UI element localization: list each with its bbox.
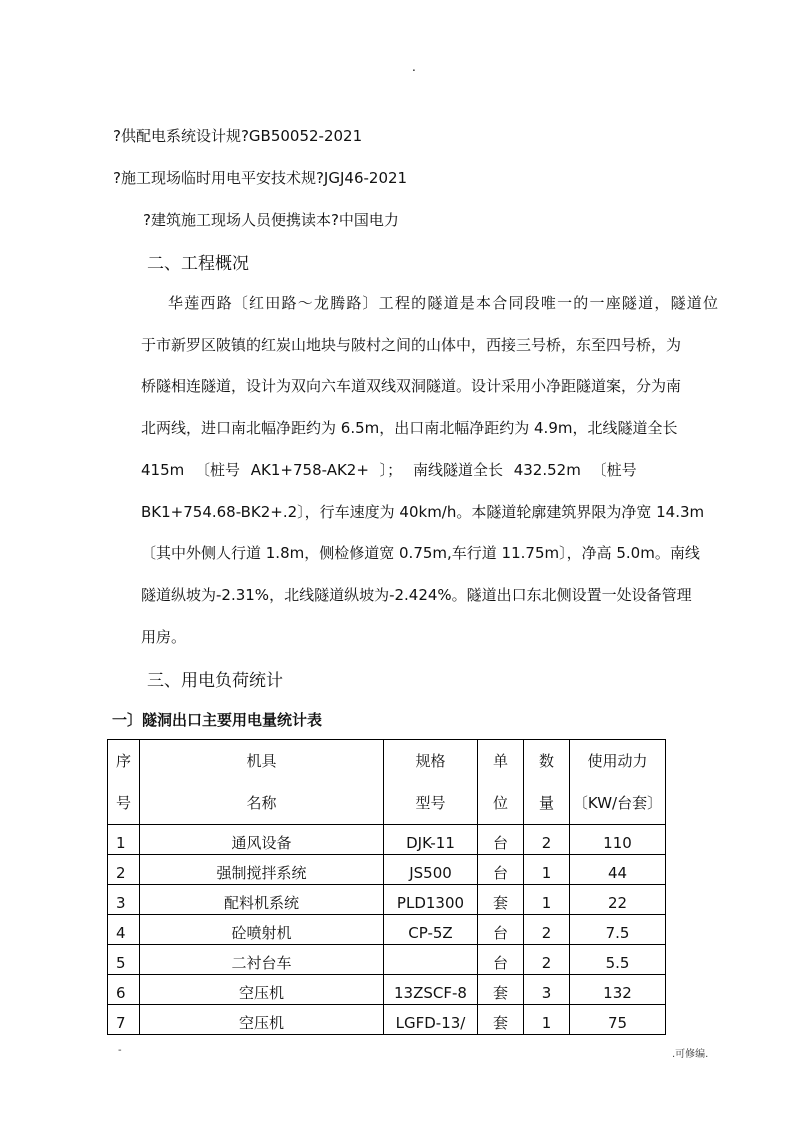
table-cell: 110 xyxy=(570,825,666,855)
table-cell: 套 xyxy=(478,975,524,1005)
top-mark: . xyxy=(412,60,416,74)
footer-editable-note: .可修编. xyxy=(672,1049,709,1060)
table-cell: 2 xyxy=(524,825,570,855)
table-cell: 2 xyxy=(524,915,570,945)
table-cell: 1 xyxy=(524,885,570,915)
load-statistics-table xyxy=(107,739,666,1035)
table-header-row xyxy=(108,740,666,825)
table-cell: 132 xyxy=(570,975,666,1005)
reference-line: ?施工现场临时用电平安技术规?JGJ46-2021 xyxy=(113,169,408,187)
table-cell: 二衬台车 xyxy=(140,945,384,975)
table-cell: 7 xyxy=(108,1005,140,1035)
table-cell: PLD1300 xyxy=(384,885,478,915)
table-row xyxy=(108,1005,666,1035)
reference-line: ?建筑施工现场人员便携读本?中国电力 xyxy=(143,211,399,229)
header-cell: 规格 型号 xyxy=(384,740,478,825)
paragraph-line: 桥隧相连隧道，设计为双向六车道双线双洞隧道。设计采用小净距隧道案，分为南 xyxy=(141,377,682,395)
header-cell: 单 位 xyxy=(478,740,524,825)
table-cell: 套 xyxy=(478,885,524,915)
paragraph-line: 北两线，进口南北幅净距约为 6.5m，出口南北幅净距约为 4.9m，北线隧道全长 xyxy=(141,419,678,437)
header-cell: 序 号 xyxy=(108,740,140,825)
table-cell: 套 xyxy=(478,1005,524,1035)
table-cell: 空压机 xyxy=(140,1005,384,1035)
section-title: 三、用电负荷统计 xyxy=(147,671,283,691)
paragraph-line: BK1+754.68-BK2+.2〕，行车速度为 40km/h。本隧道轮廓建筑界限为净宽 14.3m xyxy=(141,503,705,521)
table-row xyxy=(108,975,666,1005)
table-cell: 5.5 xyxy=(570,945,666,975)
table-cell: JS500 xyxy=(384,855,478,885)
paragraph-line: 〔其中外侧人行道 1.8m，侧检修道宽 0.75m,车行道 11.75m〕，净高 5.0m。南线 xyxy=(141,544,700,562)
table-cell: 1 xyxy=(524,855,570,885)
table-cell: 75 xyxy=(570,1005,666,1035)
table-cell: 3 xyxy=(524,975,570,1005)
header-cell: 数 量 xyxy=(524,740,570,825)
table-row xyxy=(108,825,666,855)
paragraph-line: 用房。 xyxy=(141,628,187,646)
table-cell: 1 xyxy=(524,1005,570,1035)
paragraph-line: 隧道纵坡为-2.31%，北线隧道纵坡为-2.424%。隧道出口东北侧设置一处设备管理 xyxy=(141,586,692,604)
section-title: 二、工程概况 xyxy=(147,254,249,274)
table-cell: 砼喷射机 xyxy=(140,915,384,945)
table-cell: DJK-11 xyxy=(384,825,478,855)
table-title: 一〕隧洞出口主要用电量统计表 xyxy=(112,711,323,729)
table-cell: CP-5Z xyxy=(384,915,478,945)
paragraph-line: 于市新罗区陂镇的红炭山地块与陂村之间的山体中，西接三号桥，东至四号桥，为 xyxy=(141,336,682,354)
table-cell: 台 xyxy=(478,855,524,885)
footer-left-mark: - xyxy=(118,1045,122,1056)
table-cell: 6 xyxy=(108,975,140,1005)
reference-line: ?供配电系统设计规?GB50052-2021 xyxy=(113,127,363,145)
table-cell: 3 xyxy=(108,885,140,915)
table-cell: 2 xyxy=(108,855,140,885)
table-cell: 台 xyxy=(478,825,524,855)
table-cell: 台 xyxy=(478,945,524,975)
table-row xyxy=(108,915,666,945)
table-cell: 4 xyxy=(108,915,140,945)
table-cell: 22 xyxy=(570,885,666,915)
table-cell: 通风设备 xyxy=(140,825,384,855)
table-row xyxy=(108,855,666,885)
table-cell: 44 xyxy=(570,855,666,885)
table-cell: 7.5 xyxy=(570,915,666,945)
paragraph-line: 415m 〔桩号 AK1+758-AK2+ 〕； 南线隧道全长 432.52m 〔桩号 xyxy=(141,461,637,479)
table-cell: 空压机 xyxy=(140,975,384,1005)
header-cell: 机具 名称 xyxy=(140,740,384,825)
table-cell xyxy=(384,945,478,975)
table-cell: 2 xyxy=(524,945,570,975)
table-cell: 1 xyxy=(108,825,140,855)
table-cell: 配料机系统 xyxy=(140,885,384,915)
table-cell: 13ZSCF-8 xyxy=(384,975,478,1005)
table-row xyxy=(108,945,666,975)
table-cell: 5 xyxy=(108,945,140,975)
table-cell: LGFD-13/ xyxy=(384,1005,478,1035)
table-row xyxy=(108,885,666,915)
table-cell: 台 xyxy=(478,915,524,945)
header-cell: 使用动力 〔KW/台套〕 xyxy=(570,740,666,825)
table-cell: 强制搅拌系统 xyxy=(140,855,384,885)
paragraph-line: 华莲西路〔红田路～龙腾路〕工程的隧道是本合同段唯一的一座隧道，隧道位 xyxy=(168,294,718,312)
